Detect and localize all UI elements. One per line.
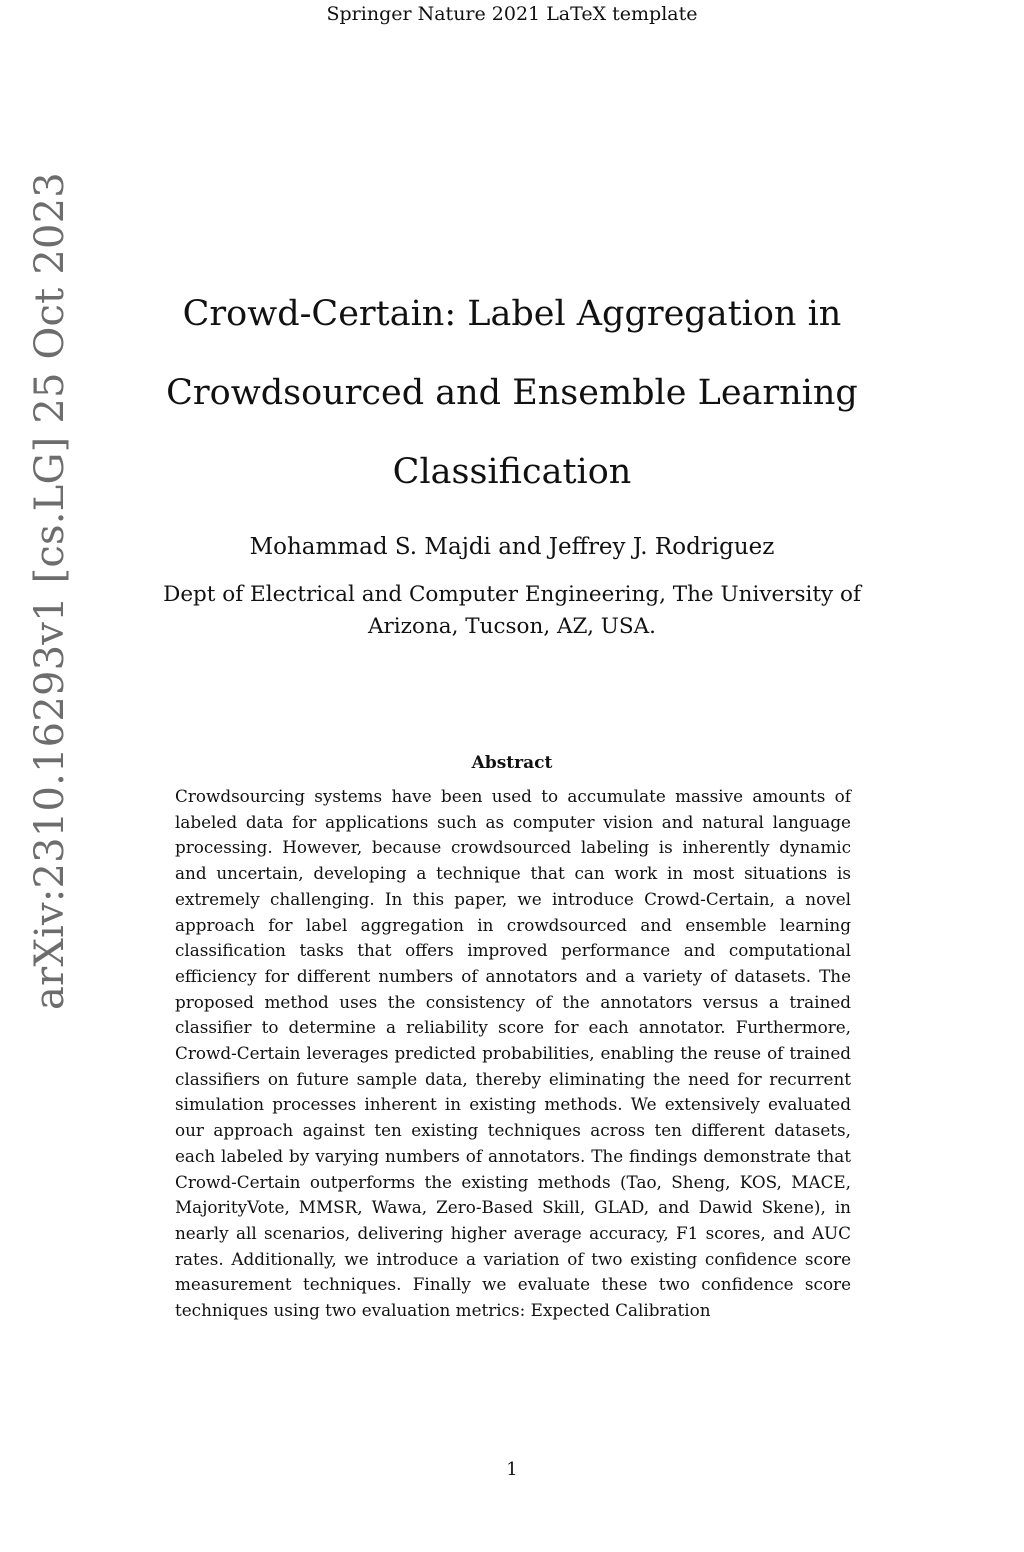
- abstract-heading: Abstract: [471, 753, 553, 773]
- paper-title: Crowd-Certain: Label Aggregation in Crowdsourced and Ensemble Learning Classification: [166, 294, 858, 492]
- page-number: 1: [506, 1459, 518, 1480]
- running-header: Springer Nature 2021 LaTeX template: [326, 3, 698, 25]
- arxiv-identifier-stamp: arXiv:2310.16293v1 [cs.LG] 25 Oct 2023: [27, 172, 73, 1010]
- paper-authors: Mohammad S. Majdi and Jeffrey J. Rodriguez: [249, 534, 775, 560]
- abstract-text: Crowdsourcing systems have been used to accumulate massive amounts of labeled data for applications such as computer vision and natural language processing. However, because crowdsourced labeling is inherently dynamic and uncertain, developing a technique that can work in most situations is extremely challenging. In this paper, we introduce Crowd-Certain, a novel approach for label aggregation in crowdsourced and ensemble learning classification tasks that offers improved performance and computational efficiency for different numbers of annotators and a variety of datasets. The proposed method uses the consistency of the annotators versus a trained classifier to determine a reliability score for each annotator. Furthermore, Crowd-Certain leverages predicted probabilities, enabling the reuse of trained classifiers on future sample data, thereby eliminating the need for recurrent simulation processes inherent in existing methods. We extensively evaluated our approach against ten existing techniques across ten different datasets, each labeled by varying numbers of annotators. The findings demonstrate that Crowd-Certain outperforms the existing methods (Tao, Sheng, KOS, MACE, MajorityVote, MMSR, Wawa, Zero-Based Skill, GLAD, and Dawid Skene), in nearly all scenarios, delivering higher average accuracy, F1 scores, and AUC rates. Additionally, we introduce a variation of two existing confidence score measurement techniques. Finally we evaluate these two confidence score techniques using two evaluation metrics: Expected Calibration: [175, 786, 851, 1321]
- author-affiliation: Dept of Electrical and Computer Engineering, The University of Arizona, Tucson, AZ, USA.: [163, 582, 861, 639]
